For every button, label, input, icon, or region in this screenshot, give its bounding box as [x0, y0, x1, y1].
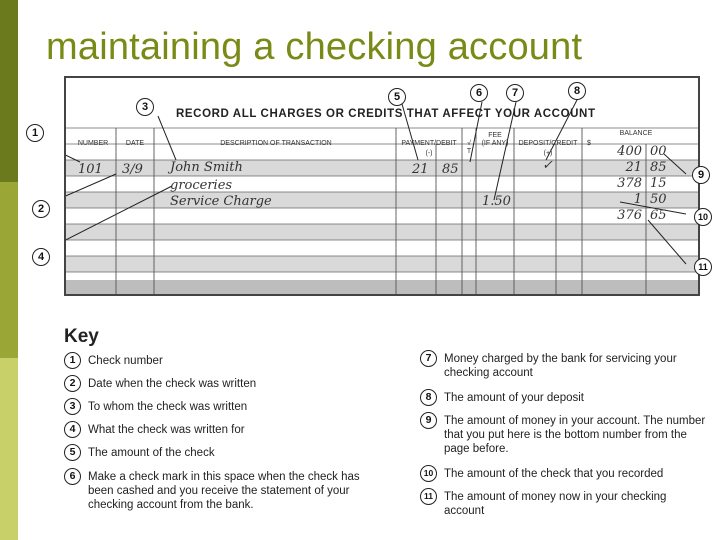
callout-4: 4 [32, 248, 50, 266]
balance-dollars: 378 [617, 176, 642, 191]
key-number-4: 4 [64, 421, 81, 438]
callout-1: 1 [26, 124, 44, 142]
key-text-7: Money charged by the bank for servicing your checking account [444, 353, 677, 379]
col-date: DATE [125, 140, 145, 147]
entry-date: 3/9 [122, 162, 143, 177]
balance-cents: 65 [650, 208, 667, 223]
entry-service: Service Charge [170, 194, 272, 209]
col-fee-sub: (IF ANY) [481, 140, 509, 147]
col-deposit: DEPOSIT/CREDIT [518, 140, 578, 147]
col-check-t: T [466, 148, 472, 155]
col-payment-sign: (-) [425, 150, 433, 157]
sidebar-band-dark [0, 0, 18, 182]
col-dollar: $ [587, 140, 591, 147]
entry-payment-dollars: 21 [412, 162, 429, 177]
slide-title: maintaining a checking account [46, 26, 583, 68]
key-number-1: 1 [64, 352, 81, 369]
key-title: Key [64, 326, 99, 347]
key-text-4: What the check was written for [88, 424, 245, 436]
balance-cents: 15 [650, 176, 667, 191]
callout-3: 3 [136, 98, 154, 116]
entry-payment-cents: 85 [442, 162, 459, 177]
callout-11: 11 [694, 258, 712, 276]
callout-10: 10 [694, 208, 712, 226]
key-number-9: 9 [420, 412, 437, 429]
key-number-11: 11 [420, 488, 437, 505]
callout-8: 8 [568, 82, 586, 100]
entry-fee: 1.50 [482, 194, 511, 209]
row-shade [66, 224, 698, 240]
row-shade [66, 256, 698, 272]
key-text-3: To whom the check was written [88, 401, 248, 413]
key-text-1: Check number [88, 355, 163, 367]
row-shade [66, 280, 698, 294]
key-text-10: The amount of the check that you recorded [444, 468, 664, 480]
entry-check-mark: ✓ [542, 158, 553, 173]
balance-cents: 50 [650, 192, 667, 207]
col-deposit-sign: (+) [543, 150, 553, 157]
key-number-2: 2 [64, 375, 81, 392]
register-heading: RECORD ALL CHARGES OR CREDITS THAT AFFECT YOUR ACCOUNT [176, 108, 596, 120]
balance-dollars: 400 [617, 144, 642, 159]
col-description: DESCRIPTION OF TRANSACTION [220, 140, 332, 147]
check-register [64, 76, 700, 296]
callout-9: 9 [692, 166, 710, 184]
balance-cents: 85 [650, 160, 667, 175]
entry-check-number: 101 [78, 162, 103, 177]
callout-5: 5 [388, 88, 406, 106]
entry-memo: groceries [170, 178, 233, 193]
key-text-2: Date when the check was written [88, 378, 257, 390]
key-text-8: The amount of your deposit [444, 392, 584, 404]
key-number-8: 8 [420, 389, 437, 406]
sidebar-band-light [0, 358, 18, 540]
key-text-6: Make a check mark in this space when the check has been cashed and you receive the statement of your checking account from the bank. [88, 471, 360, 511]
balance-dollars: 21 [625, 160, 642, 175]
sidebar-band-medium [0, 182, 18, 358]
key-number-3: 3 [64, 398, 81, 415]
key-text-11: The amount of money now in your checking account [444, 491, 667, 517]
callout-7: 7 [506, 84, 524, 102]
balance-cents: 00 [650, 144, 667, 159]
col-number: NUMBER [77, 140, 109, 147]
register-header-band [66, 78, 698, 128]
key-text-5: The amount of the check [88, 447, 215, 459]
key-number-7: 7 [420, 350, 437, 367]
key-number-10: 10 [420, 465, 437, 482]
col-fee: FEE [488, 132, 502, 139]
key-number-6: 6 [64, 468, 81, 485]
balance-dollars: 1 [633, 192, 642, 207]
balance-dollars: 376 [617, 208, 642, 223]
col-check-mark: √ [467, 140, 471, 147]
key-number-5: 5 [64, 444, 81, 461]
col-payment: PAYMENT/DEBIT [401, 140, 457, 147]
entry-payee: John Smith [170, 160, 243, 175]
callout-6: 6 [470, 84, 488, 102]
key-text-9: The amount of money in your account. The number that you put here is the bottom number from the page before. [444, 415, 706, 455]
col-balance: BALANCE [619, 130, 653, 137]
callout-2: 2 [32, 200, 50, 218]
